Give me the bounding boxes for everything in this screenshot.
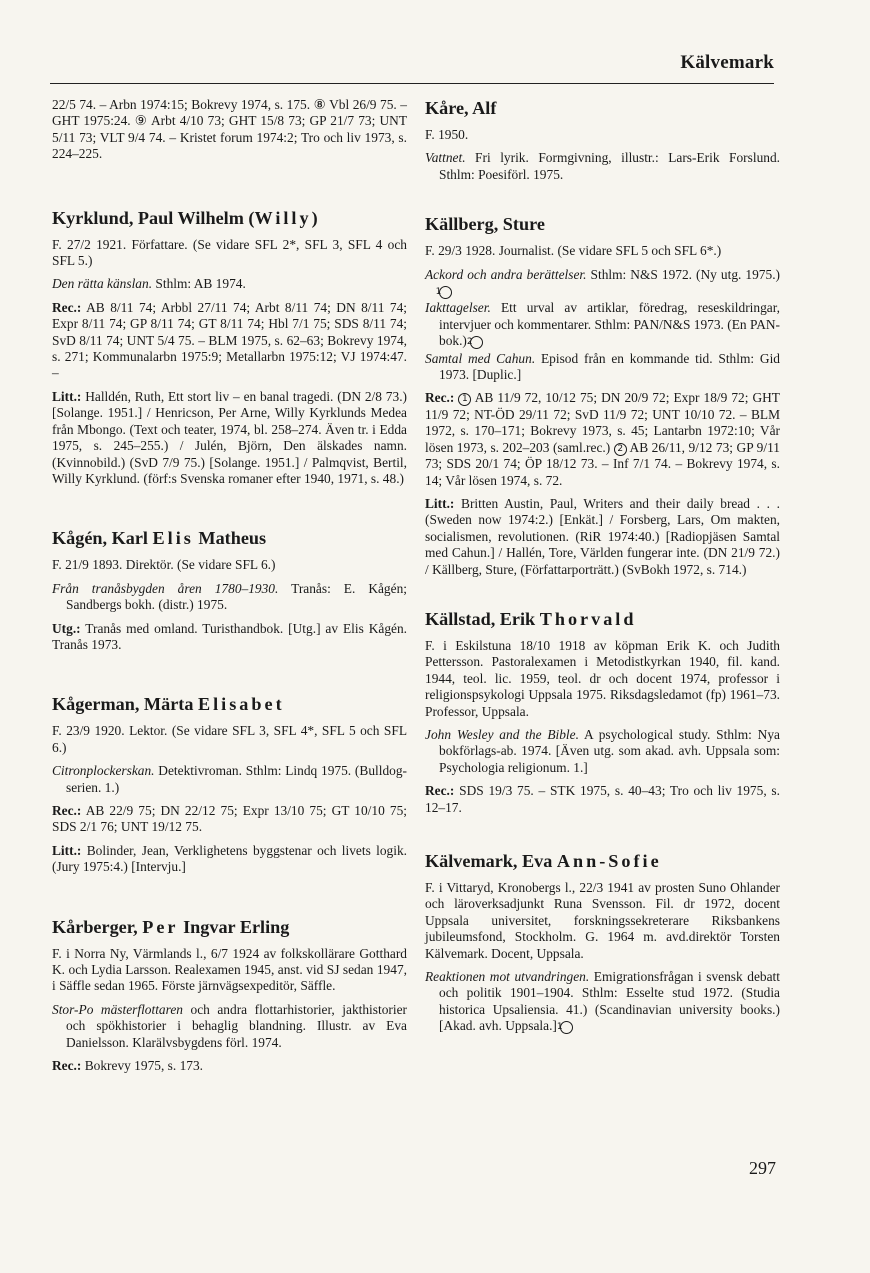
- entry-karberger: [52, 916, 407, 1075]
- entry-bio: F. i Vittaryd, Kronobergs l., 22/3 1941 av prosten Suno Ohlander och läroverksadjunkt Runa Svensson. Fil. dr 1972, docent Uppsala universitet, forskningssekreterare Riksbankens jubileumsfond, Stockholm. G. 1964 m. avd.direktör Torsten Kälvemark. Docent, Uppsala.: [425, 880, 780, 961]
- entry-heading: Kyrklund, Paul Wilhelm (Willy): [52, 207, 318, 228]
- entry-bio: F. i Norra Ny, Värmlands l., 6/7 1924 av folkskollärare Gotthard K. och Lydia Larsson. Realexamen 1945, anst. vid SJ sedan 1947, i Säffle sedan 1965. Förste järnvägsexpeditör, Säffle.: [52, 945, 407, 994]
- work-item: John Wesley and the Bible. A psychological study. Sthlm: Nya bokförlags-ab. 1974. [Även utg. som akad. avh. Uppsala som: Psychologia religionum. 1.]: [425, 726, 780, 775]
- literature: Litt.: Halldén, Ruth, Ett stort liv – en banal tragedi. (DN 2/8 73.) [Solange. 1951.] / Henricson, Per Arne, Willy Kyrklunds Medea från Mbongo. (Text och teater, 1974, bl. 258–274. Även tr. i Edda 1975, s. 245–255.) / Julén, Björn, Den älskades namn. (Kvinnobild.) (SvD 7/9 75.) [Solange. 1951.] / Palmqvist, Bertil, Willy Kyrklund. (förf:s Svenska romaner efter 1940, 1971, s. 48.): [52, 388, 407, 486]
- work-item: Från tranåsbygden åren 1780–1930. Tranås: E. Kågén; Sandbergs bokh. (distr.) 1975.: [52, 580, 407, 613]
- entry-bio: F. 23/9 1920. Lektor. (Se vidare SFL 3, SFL 4*, SFL 5 och SFL 6.): [52, 723, 407, 755]
- entry-bio: F. 27/2 1921. Författare. (Se vidare SFL 2*, SFL 3, SFL 4 och SFL 5.): [52, 236, 407, 269]
- entry-kare: [425, 97, 780, 183]
- literature: Litt.: Britten Austin, Paul, Writers and their daily bread . . . (Sweden now 1974:2.) [Enkät.] / Forsberg, Lars, Om makten, socialismen, revolutionen. (RiR 1974:40.) [Radiopjäsen Samtal med Cahun.] / Hallén, Tore, Världen fungerar inte. (DN 21/9 72.) / Källberg, Sture, (Författarporträtt.) (SvBokh 1972, s. 714.): [425, 495, 780, 577]
- entry-bio: F. 29/3 1928. Journalist. (Se vidare SFL 5 och SFL 6*.): [425, 243, 722, 259]
- work-item: Den rätta känslan. Sthlm: AB 1974.: [52, 276, 246, 292]
- continued-entry: 22/5 74. – Arbn 1974:15; Bokrevy 1974, s. 175. ⑧ Vbl 26/9 75. – GHT 1975:24. ⑨ Arbt 4/10 73; GHT 15/8 73; GP 21/7 73; UNT 5/11 73; VLT 9/4 74. – Kristet forum 1974:2; Tro och liv 1973, s. 224–225.: [52, 97, 407, 162]
- page-number: 297: [749, 1158, 776, 1178]
- reviews: Rec.: 1 AB 11/9 72, 10/12 75; DN 20/9 72; Expr 18/9 72; GHT 11/9 72; NT-ÖD 29/11 72; SvD 11/9 72; UNT 10/10 72. – BLM 1972, s. 170–171; Bokrevy 1973, s. 45; Lantarbn 1972:10; Vår lösen 1973, s. 202–203 (saml.rec.) 2 AB 26/11, 9/12 73; GP 9/11 73; SDS 20/1 74; ÖP 18/12 73. – Inf 7/1 74. – Bokrevy 1974, s. 14; Vår lösen 1974, s. 72.: [425, 390, 780, 488]
- reviews: Rec.: AB 22/9 75; DN 22/12 75; Expr 13/10 75; GT 10/10 75; SDS 2/1 76; UNT 19/12 75.: [52, 802, 407, 835]
- work-item: Vattnet. Fri lyrik. Formgivning, illustr.: Lars-Erik Forslund. Sthlm: Poesiförl. 1975.: [425, 150, 780, 182]
- work-item: Ackord och andra berättelser. Sthlm: N&S 1972. (Ny utg. 1975.) 1: [425, 266, 780, 298]
- left-column: [52, 97, 407, 1081]
- running-head: Kälvemark: [680, 52, 774, 73]
- entry-heading: Kårberger, Per Ingvar Erling: [52, 916, 290, 937]
- entry-kagen: [52, 527, 407, 653]
- entry-heading: Kågerman, Märta Elisabet: [52, 694, 285, 715]
- reviews: Rec.: Bokrevy 1975, s. 173.: [52, 1058, 204, 1074]
- entry-kagerman: [52, 693, 407, 875]
- circled-number-icon: 1: [560, 1021, 573, 1034]
- entry-heading: Kågén, Karl Elis Matheus: [52, 528, 267, 549]
- circled-number-icon: 1: [458, 393, 471, 406]
- entry-bio: F. 1950.: [425, 127, 469, 142]
- header-rule: [50, 83, 774, 84]
- entry-heading: Källberg, Sture: [425, 214, 545, 235]
- work-item: Citronplockerskan. Detektivroman. Sthlm: Lindq 1975. (Bulldog-serien. 1.): [52, 763, 407, 795]
- entry-kyrklund: [52, 207, 407, 488]
- reviews: Rec.: AB 8/11 74; Arbbl 27/11 74; Arbt 8/11 74; DN 8/11 74; Expr 8/11 74; GP 8/11 74; GT 8/11 74; Hbl 7/1 75; SDS 8/11 74; SvD 8/11 74; UNT 5/4 75. – BLM 1975, s. 62–63; Bokrevy 1974, s. 271; Kommunalarbn 1975:9; Metallarbn 1975:12; VJ 1974:47. –: [52, 299, 407, 381]
- reviews: Rec.: SDS 19/3 75. – STK 1975, s. 40–43; Tro och liv 1975, s. 12–17.: [425, 783, 780, 815]
- work-item: Reaktionen mot utvandringen. Emigrationsfrågan i svensk debatt och politik 1901–1904. Sthlm: Esselte stud 1972. (Studia historica Upsaliensia. 41.) (Scandinavian university books.) [Akad. avh. Uppsala.] 1: [425, 969, 780, 1034]
- right-column: [425, 97, 780, 1042]
- entry-heading: Kälvemark, Eva Ann-Sofie: [425, 851, 662, 871]
- entry-kallberg: [425, 213, 780, 578]
- entry-heading: Källstad, Erik Thorvald: [425, 608, 637, 629]
- entry-kalvemark: [425, 850, 780, 1035]
- editions: Utg.: Tranås med omland. Turisthandbok. [Utg.] av Elis Kågén. Tranås 1973.: [52, 620, 407, 652]
- circled-number-icon: 1: [439, 286, 452, 299]
- circled-number-icon: 2: [614, 443, 627, 456]
- work-item: Stor-Po mästerflottaren och andra flottarhistorier, jakthistorier och spökhistorier i behaglig blandning. Illustr. av Eva Danielsson. Klarälvsbygdens förl. 1974.: [52, 1001, 407, 1050]
- entry-heading: Kåre, Alf: [425, 98, 497, 118]
- entry-bio: F. i Eskilstuna 18/10 1918 av köpman Erik K. och Judith Pettersson. Pastoralexamen i Metodistkyrkan 1940, fil. kand. 1944, teol. lic. 1959, teol. dr och docent 1974, professor i religionspsykologi Uppsala 1975. Riksdagsledamot (fp) 1961–73. Professor, Uppsala.: [425, 637, 780, 719]
- work-item: Samtal med Cahun. Episod från en kommande tid. Sthlm: Gid 1973. [Duplic.]: [425, 350, 780, 383]
- work-item: Iakttagelser. Ett urval av artiklar, föredrag, reseskildringar, intervjuer och kommentarer. Sthlm: PAN/N&S 1973. (En PAN-bok.) 2: [425, 300, 780, 349]
- literature: Litt.: Bolinder, Jean, Verklighetens byggstenar och livets logik. (Jury 1975:4.) [Intervju.]: [52, 842, 407, 875]
- entry-bio: F. 21/9 1893. Direktör. (Se vidare SFL 6.): [52, 557, 276, 573]
- entry-kallstad: [425, 608, 780, 816]
- circled-number-icon: 2: [470, 336, 483, 349]
